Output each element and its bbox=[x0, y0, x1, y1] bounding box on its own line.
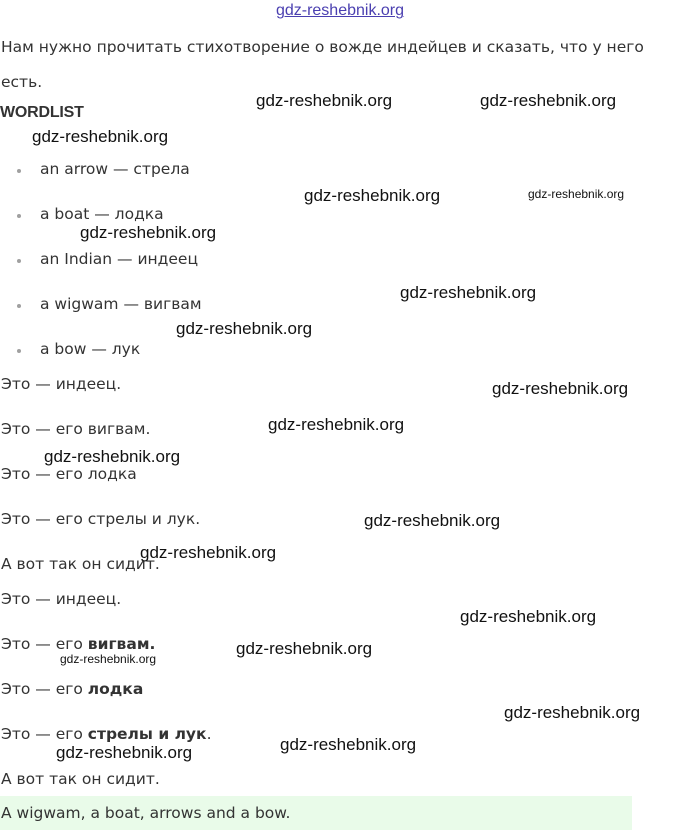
emphasis-line bbox=[1, 725, 212, 743]
intro-paragraph: Нам нужно прочитать стихотворение о вожде индейцев и сказать, что у него есть. bbox=[1, 38, 644, 91]
watermark: gdz-reshebnik.org bbox=[528, 187, 625, 201]
watermark: gdz-reshebnik.org bbox=[364, 511, 501, 530]
emphasis-line bbox=[1, 770, 160, 788]
watermark: gdz-reshebnik.org bbox=[504, 703, 641, 722]
watermark: gdz-reshebnik.org bbox=[268, 415, 405, 434]
bullet-icon bbox=[17, 214, 21, 218]
bullet-icon bbox=[17, 304, 21, 308]
emphasis-line bbox=[1, 680, 143, 698]
bullet-icon bbox=[17, 169, 21, 173]
watermark: gdz-reshebnik.org bbox=[460, 607, 597, 626]
answer-text: A wigwam, a boat, arrows and a bow. bbox=[1, 804, 291, 822]
watermark: gdz-reshebnik.org bbox=[400, 283, 537, 302]
watermark: gdz-reshebnik.org bbox=[480, 91, 617, 110]
emphasis-prefix: Это — индеец. bbox=[1, 590, 122, 608]
wordlist-item-text: an Indian — индеец bbox=[40, 250, 199, 268]
watermark: gdz-reshebnik.org bbox=[304, 186, 441, 205]
bullet-icon bbox=[17, 259, 21, 263]
answer-highlight bbox=[0, 796, 632, 830]
emphasis-suffix: . bbox=[206, 725, 212, 743]
watermark: gdz-reshebnik.org bbox=[80, 223, 217, 242]
emphasis-prefix: А вот так он сидит. bbox=[1, 770, 160, 788]
watermark: gdz-reshebnik.org bbox=[256, 91, 393, 110]
watermark: gdz-reshebnik.org bbox=[236, 639, 373, 658]
translation-line: Это — индеец. bbox=[1, 375, 122, 393]
watermark: gdz-reshebnik.org bbox=[44, 447, 181, 466]
wordlist-heading: WORDLIST bbox=[0, 104, 84, 121]
emphasis-bold: лодка bbox=[87, 680, 144, 698]
watermark: gdz-reshebnik.org bbox=[492, 379, 629, 398]
wordlist-item-text: an arrow — стрела bbox=[40, 160, 190, 178]
wordlist-item-text: a wigwam — вигвам bbox=[40, 295, 202, 313]
emphasis-line bbox=[1, 590, 121, 608]
emphasis-prefix: Это — его bbox=[1, 725, 88, 743]
wordlist-item-text: a bow — лук bbox=[40, 340, 141, 358]
emphasis-prefix: Это — его bbox=[1, 680, 88, 698]
bullet-icon bbox=[17, 349, 21, 353]
translation-line: Это — его вигвам. bbox=[1, 420, 151, 438]
translation-line: Это — его лодка bbox=[1, 465, 137, 483]
watermark: gdz-reshebnik.org bbox=[32, 127, 169, 146]
emphasis-prefix: Это — его bbox=[1, 635, 88, 653]
site-link-header[interactable]: gdz-reshebnik.org bbox=[275, 2, 405, 19]
watermark: gdz-reshebnik.org bbox=[140, 543, 277, 562]
translation-line: Это — его стрелы и лук. bbox=[1, 510, 201, 528]
emphasis-bold: стрелы и лук bbox=[87, 725, 207, 743]
translation-line: А вот так он сидит. bbox=[1, 555, 160, 573]
wordlist-item-text: a boat — лодка bbox=[40, 205, 164, 223]
emphasis-line bbox=[1, 635, 155, 653]
watermark: gdz-reshebnik.org bbox=[280, 735, 417, 754]
emphasis-bold: вигвам. bbox=[87, 635, 156, 653]
watermark: gdz-reshebnik.org bbox=[60, 652, 157, 666]
watermark: gdz-reshebnik.org bbox=[176, 319, 313, 338]
watermark: gdz-reshebnik.org bbox=[56, 743, 193, 762]
